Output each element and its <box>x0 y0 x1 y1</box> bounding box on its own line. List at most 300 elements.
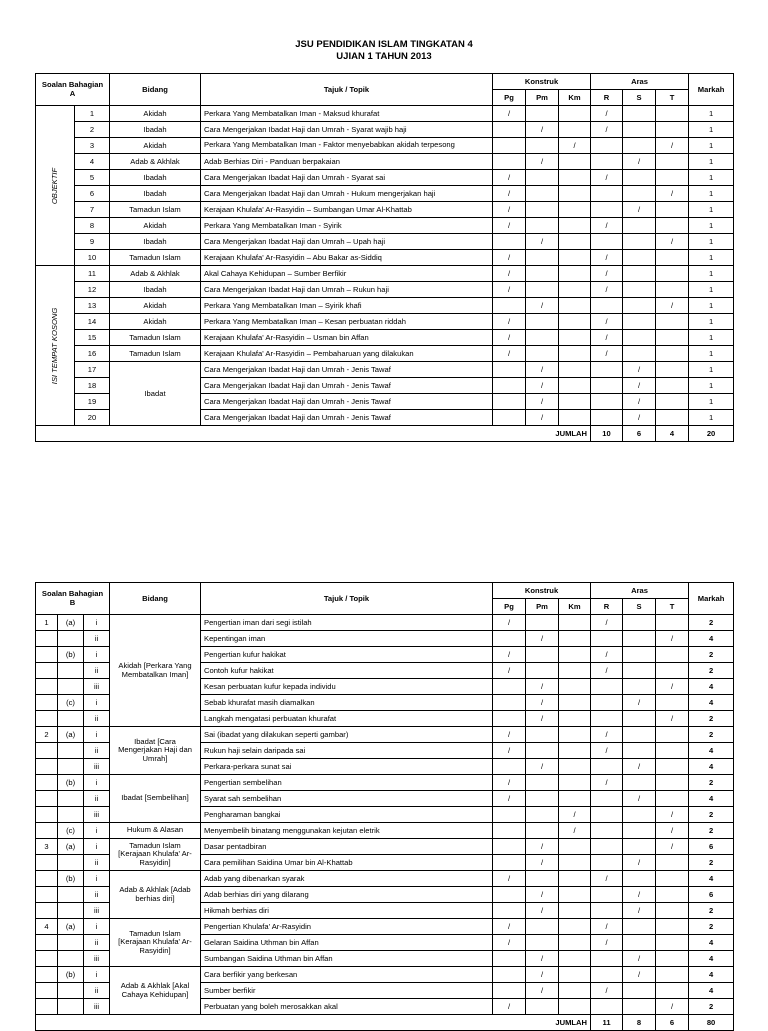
sub-question <box>58 951 84 967</box>
markah-cell: 4 <box>689 967 734 983</box>
pm-cell: / <box>526 711 559 727</box>
header-bidang: Bidang <box>110 583 201 615</box>
pg-cell <box>493 759 526 775</box>
r-cell <box>591 887 623 903</box>
t-cell: / <box>656 807 689 823</box>
r-cell <box>591 202 623 218</box>
bidang-cell: Adab & Akhlak <box>110 154 201 170</box>
tajuk-cell: Kerajaan Khulafa' Ar-Rasyidin – Sumbangan Umar Al-Khattab <box>201 202 493 218</box>
bidang-cell: Ibadah <box>110 122 201 138</box>
s-cell: / <box>623 855 656 871</box>
sub-part: ii <box>84 631 110 647</box>
r-cell <box>591 695 623 711</box>
r-cell: / <box>591 122 623 138</box>
t-cell: / <box>656 186 689 202</box>
header-markah: Markah <box>689 583 734 615</box>
t-cell <box>656 394 689 410</box>
r-cell: / <box>591 250 623 266</box>
header-t: T <box>656 599 689 615</box>
pg-cell: / <box>493 186 526 202</box>
pg-cell: / <box>493 999 526 1015</box>
r-cell <box>591 138 623 154</box>
pg-cell: / <box>493 775 526 791</box>
r-cell: / <box>591 919 623 935</box>
t-cell <box>656 935 689 951</box>
total-s: 8 <box>623 1015 656 1031</box>
markah-cell: 2 <box>689 807 734 823</box>
r-cell <box>591 807 623 823</box>
pg-cell: / <box>493 266 526 282</box>
r-cell: / <box>591 647 623 663</box>
pm-cell <box>526 727 559 743</box>
pg-cell: / <box>493 663 526 679</box>
document-subtitle: UJIAN 1 TAHUN 2013 <box>336 51 432 62</box>
t-cell <box>656 791 689 807</box>
sub-part: i <box>84 727 110 743</box>
pm-cell: / <box>526 631 559 647</box>
sub-question <box>58 999 84 1015</box>
tajuk-cell: Perkara Yang Membatalkan Iman - Maksud khurafat <box>201 106 493 122</box>
t-cell: / <box>656 999 689 1015</box>
total-t: 6 <box>656 1015 689 1031</box>
tajuk-cell: Kerajaan Khulafa' Ar-Rasyidin – Pembaharuan yang dilakukan <box>201 346 493 362</box>
t-cell <box>656 122 689 138</box>
s-cell <box>623 282 656 298</box>
pg-cell <box>493 887 526 903</box>
km-cell <box>559 919 591 935</box>
tajuk-cell: Perkara-perkara sunat sai <box>201 759 493 775</box>
km-cell <box>559 935 591 951</box>
s-cell <box>623 919 656 935</box>
question-number: 12 <box>75 282 110 298</box>
pm-cell <box>526 186 559 202</box>
s-cell <box>623 298 656 314</box>
pg-cell <box>493 631 526 647</box>
question-number <box>36 631 58 647</box>
question-number: 2 <box>36 727 58 743</box>
km-cell <box>559 106 591 122</box>
s-cell: / <box>623 967 656 983</box>
r-cell: / <box>591 871 623 887</box>
sub-question: (c) <box>58 823 84 839</box>
pg-cell <box>493 711 526 727</box>
pg-cell: / <box>493 791 526 807</box>
sub-question: (a) <box>58 615 84 631</box>
table-row <box>36 170 734 186</box>
sub-part: i <box>84 615 110 631</box>
pg-cell <box>493 695 526 711</box>
km-cell <box>559 250 591 266</box>
km-cell <box>559 615 591 631</box>
t-cell <box>656 663 689 679</box>
r-cell: / <box>591 983 623 999</box>
sub-question <box>58 663 84 679</box>
r-cell <box>591 234 623 250</box>
question-number <box>36 935 58 951</box>
sub-part: i <box>84 823 110 839</box>
pg-cell <box>493 298 526 314</box>
pg-cell <box>493 362 526 378</box>
question-number <box>36 967 58 983</box>
r-cell: / <box>591 935 623 951</box>
question-number: 4 <box>36 919 58 935</box>
total-r: 10 <box>591 426 623 442</box>
km-cell <box>559 743 591 759</box>
pg-cell: / <box>493 106 526 122</box>
sub-part: iii <box>84 903 110 919</box>
pm-cell <box>526 935 559 951</box>
r-cell <box>591 394 623 410</box>
tajuk-cell: Cara Mengerjakan Ibadat Haji dan Umrah - Jenis Tawaf <box>201 362 493 378</box>
pm-cell <box>526 999 559 1015</box>
km-cell <box>559 330 591 346</box>
tajuk-cell: Langkah mengatasi perbuatan khurafat <box>201 711 493 727</box>
km-cell <box>559 631 591 647</box>
r-cell <box>591 759 623 775</box>
km-cell <box>559 663 591 679</box>
t-cell <box>656 919 689 935</box>
header-km: Km <box>559 90 591 106</box>
t-cell <box>656 727 689 743</box>
table-row <box>36 919 734 935</box>
markah-cell: 4 <box>689 791 734 807</box>
s-cell <box>623 807 656 823</box>
sub-part: iii <box>84 951 110 967</box>
tajuk-cell: Pengertian kufur hakikat <box>201 647 493 663</box>
tajuk-cell: Perbuatan yang boleh merosakkan akal <box>201 999 493 1015</box>
markah-cell: 1 <box>689 314 734 330</box>
tajuk-cell: Pengertian Khulafa' Ar-Rasyidin <box>201 919 493 935</box>
km-cell <box>559 711 591 727</box>
pg-cell: / <box>493 202 526 218</box>
markah-cell: 1 <box>689 186 734 202</box>
header-soalan: Soalan Bahagian B <box>36 583 110 615</box>
sub-question <box>58 743 84 759</box>
markah-cell: 1 <box>689 234 734 250</box>
markah-cell: 1 <box>689 346 734 362</box>
pg-cell <box>493 234 526 250</box>
sub-part: i <box>84 775 110 791</box>
s-cell: / <box>623 951 656 967</box>
markah-cell: 1 <box>689 122 734 138</box>
tajuk-cell: Pengharaman bangkai <box>201 807 493 823</box>
s-cell: / <box>623 394 656 410</box>
sub-part: i <box>84 871 110 887</box>
pg-cell: / <box>493 615 526 631</box>
question-number <box>36 711 58 727</box>
sub-question: (b) <box>58 967 84 983</box>
pg-cell <box>493 951 526 967</box>
total-label: JUMLAH <box>36 1015 591 1031</box>
question-number: 1 <box>75 106 110 122</box>
pm-cell <box>526 218 559 234</box>
t-cell: / <box>656 839 689 855</box>
pg-cell: / <box>493 282 526 298</box>
sub-question: (a) <box>58 727 84 743</box>
question-number <box>36 775 58 791</box>
pg-cell: / <box>493 871 526 887</box>
pm-cell <box>526 266 559 282</box>
table-row <box>36 330 734 346</box>
pm-cell <box>526 807 559 823</box>
tajuk-cell: Adab berhias diri yang dilarang <box>201 887 493 903</box>
pg-cell: / <box>493 919 526 935</box>
tajuk-cell: Cara Mengerjakan Ibadat Haji dan Umrah – Upah haji <box>201 234 493 250</box>
question-number: 4 <box>75 154 110 170</box>
bidang-cell: Akidah <box>110 218 201 234</box>
pm-cell <box>526 138 559 154</box>
tajuk-cell: Sai (ibadat yang dilakukan seperti gambar) <box>201 727 493 743</box>
markah-cell: 4 <box>689 695 734 711</box>
markah-cell: 2 <box>689 855 734 871</box>
table-row <box>36 314 734 330</box>
tajuk-cell: Pengertian iman dari segi istilah <box>201 615 493 631</box>
question-number: 13 <box>75 298 110 314</box>
pg-cell <box>493 983 526 999</box>
s-cell <box>623 775 656 791</box>
pg-cell: / <box>493 330 526 346</box>
markah-cell: 2 <box>689 647 734 663</box>
km-cell <box>559 903 591 919</box>
sub-part: ii <box>84 935 110 951</box>
markah-cell: 1 <box>689 330 734 346</box>
bidang-cell: Tamadun Islam <box>110 250 201 266</box>
sub-question <box>58 711 84 727</box>
bidang-cell: Hukum & Alasan <box>110 823 201 839</box>
question-number <box>36 983 58 999</box>
sub-question <box>58 983 84 999</box>
table-row <box>36 138 734 154</box>
markah-cell: 6 <box>689 839 734 855</box>
bidang-cell: Tamadun Islam <box>110 330 201 346</box>
markah-cell: 1 <box>689 154 734 170</box>
km-cell <box>559 999 591 1015</box>
bidang-cell: Ibadah <box>110 186 201 202</box>
sub-part: iii <box>84 807 110 823</box>
table-section-a <box>35 73 734 442</box>
header-km: Km <box>559 599 591 615</box>
pg-cell <box>493 807 526 823</box>
pg-cell: / <box>493 250 526 266</box>
km-cell <box>559 170 591 186</box>
r-cell <box>591 791 623 807</box>
bidang-cell: Akidah [Perkara Yang Membatalkan Iman] <box>110 615 201 727</box>
tajuk-cell: Cara Mengerjakan Ibadat Haji dan Umrah - Hukum mengerjakan haji <box>201 186 493 202</box>
question-number <box>36 871 58 887</box>
sub-part: ii <box>84 711 110 727</box>
question-number <box>36 999 58 1015</box>
table-row <box>36 775 734 791</box>
sub-part: ii <box>84 887 110 903</box>
r-cell <box>591 631 623 647</box>
question-number: 1 <box>36 615 58 631</box>
km-cell <box>559 679 591 695</box>
table-row <box>36 234 734 250</box>
r-cell <box>591 855 623 871</box>
sub-question <box>58 903 84 919</box>
markah-cell: 4 <box>689 935 734 951</box>
question-number: 9 <box>75 234 110 250</box>
s-cell: / <box>623 410 656 426</box>
question-number: 10 <box>75 250 110 266</box>
markah-cell: 1 <box>689 138 734 154</box>
pm-cell <box>526 250 559 266</box>
s-cell <box>623 218 656 234</box>
pg-cell: / <box>493 743 526 759</box>
s-cell <box>623 871 656 887</box>
km-cell <box>559 202 591 218</box>
sub-part: i <box>84 919 110 935</box>
markah-cell: 2 <box>689 903 734 919</box>
markah-cell: 1 <box>689 218 734 234</box>
bidang-cell: Tamadun Islam [Kerajaan Khulafa' Ar-Rasyidin] <box>110 919 201 967</box>
t-cell <box>656 378 689 394</box>
t-cell <box>656 314 689 330</box>
markah-cell: 1 <box>689 394 734 410</box>
tajuk-cell: Perkara Yang Membatalkan Iman - Syirik <box>201 218 493 234</box>
sub-part: iii <box>84 759 110 775</box>
table-row <box>36 362 734 378</box>
s-cell <box>623 839 656 855</box>
km-cell <box>559 122 591 138</box>
sub-part: ii <box>84 743 110 759</box>
km-cell <box>559 314 591 330</box>
header-konstruk: Konstruk <box>493 583 591 599</box>
markah-cell: 1 <box>689 250 734 266</box>
question-number: 2 <box>75 122 110 138</box>
table-row <box>36 122 734 138</box>
pm-cell: / <box>526 298 559 314</box>
markah-cell: 4 <box>689 871 734 887</box>
markah-cell: 1 <box>689 378 734 394</box>
question-number: 6 <box>75 186 110 202</box>
km-cell <box>559 266 591 282</box>
km-cell <box>559 378 591 394</box>
question-number: 16 <box>75 346 110 362</box>
tajuk-cell: Cara Mengerjakan Ibadat Haji dan Umrah - Jenis Tawaf <box>201 378 493 394</box>
question-number <box>36 695 58 711</box>
r-cell <box>591 410 623 426</box>
s-cell <box>623 314 656 330</box>
km-cell <box>559 234 591 250</box>
km-cell <box>559 887 591 903</box>
t-cell <box>656 250 689 266</box>
document-title: JSU PENDIDIKAN ISLAM TINGKATAN 4 <box>295 39 473 50</box>
r-cell: / <box>591 282 623 298</box>
question-number <box>36 807 58 823</box>
pg-cell <box>493 394 526 410</box>
s-cell <box>623 663 656 679</box>
s-cell: / <box>623 202 656 218</box>
s-cell: / <box>623 887 656 903</box>
km-cell <box>559 362 591 378</box>
bidang-cell: Ibadat [Sembelihan] <box>110 775 201 823</box>
bidang-cell: Ibadah <box>110 282 201 298</box>
t-cell <box>656 154 689 170</box>
s-cell: / <box>623 362 656 378</box>
tajuk-cell: Sumbangan Saidina Uthman bin Affan <box>201 951 493 967</box>
tajuk-cell: Kesan perbuatan kufur kepada individu <box>201 679 493 695</box>
header-tajuk: Tajuk / Topik <box>201 74 493 106</box>
markah-cell: 4 <box>689 679 734 695</box>
tajuk-cell: Cara Mengerjakan Ibadat Haji dan Umrah - Jenis Tawaf <box>201 394 493 410</box>
pg-cell: / <box>493 935 526 951</box>
question-number: 19 <box>75 394 110 410</box>
table-row <box>36 218 734 234</box>
group-label-text: OBJEKTIF <box>50 167 59 204</box>
markah-cell: 2 <box>689 615 734 631</box>
tajuk-cell: Sumber berfikir <box>201 983 493 999</box>
markah-cell: 2 <box>689 711 734 727</box>
pm-cell: / <box>526 154 559 170</box>
pm-cell: / <box>526 855 559 871</box>
r-cell: / <box>591 106 623 122</box>
r-cell <box>591 903 623 919</box>
header-pm: Pm <box>526 90 559 106</box>
tajuk-cell: Syarat sah sembelihan <box>201 791 493 807</box>
markah-cell: 4 <box>689 759 734 775</box>
question-number: 17 <box>75 362 110 378</box>
table-row <box>36 154 734 170</box>
s-cell <box>623 679 656 695</box>
t-cell: / <box>656 823 689 839</box>
question-number: 11 <box>75 266 110 282</box>
tajuk-cell: Dasar pentadbiran <box>201 839 493 855</box>
pm-cell <box>526 919 559 935</box>
sub-question <box>58 935 84 951</box>
r-cell <box>591 298 623 314</box>
markah-cell: 6 <box>689 887 734 903</box>
tajuk-cell: Cara berfikir yang berkesan <box>201 967 493 983</box>
table-row <box>36 186 734 202</box>
sub-part: i <box>84 839 110 855</box>
markah-cell: 4 <box>689 983 734 999</box>
r-cell <box>591 839 623 855</box>
tajuk-cell: Contoh kufur hakikat <box>201 663 493 679</box>
s-cell <box>623 983 656 999</box>
t-cell: / <box>656 298 689 314</box>
tajuk-cell: Cara pemilihan Saidina Umar bin Al-Khattab <box>201 855 493 871</box>
sub-question: (b) <box>58 871 84 887</box>
km-cell <box>559 951 591 967</box>
tajuk-cell: Sebab khurafat masih diamalkan <box>201 695 493 711</box>
group-label-isi-tempat-kosong <box>36 266 75 426</box>
sub-part: i <box>84 647 110 663</box>
r-cell <box>591 154 623 170</box>
sub-question <box>58 791 84 807</box>
tajuk-cell: Kerajaan Khulafa' Ar-Rasyidin – Usman bin Affan <box>201 330 493 346</box>
r-cell: / <box>591 218 623 234</box>
km-cell <box>559 218 591 234</box>
markah-cell: 1 <box>689 282 734 298</box>
tajuk-cell: Cara Mengerjakan Ibadat Haji dan Umrah - Syarat wajib haji <box>201 122 493 138</box>
header-pg: Pg <box>493 599 526 615</box>
sub-part: ii <box>84 663 110 679</box>
tajuk-cell: Perkara Yang Membatalkan Iman - Faktor menyebabkan akidah terpesong <box>201 138 493 154</box>
question-number: 8 <box>75 218 110 234</box>
question-number <box>36 903 58 919</box>
markah-cell: 4 <box>689 951 734 967</box>
pm-cell <box>526 775 559 791</box>
km-cell <box>559 791 591 807</box>
header-markah: Markah <box>689 74 734 106</box>
sub-part: ii <box>84 983 110 999</box>
question-number <box>36 855 58 871</box>
s-cell <box>623 711 656 727</box>
bidang-cell: Ibadah <box>110 170 201 186</box>
s-cell <box>623 266 656 282</box>
question-number: 18 <box>75 378 110 394</box>
